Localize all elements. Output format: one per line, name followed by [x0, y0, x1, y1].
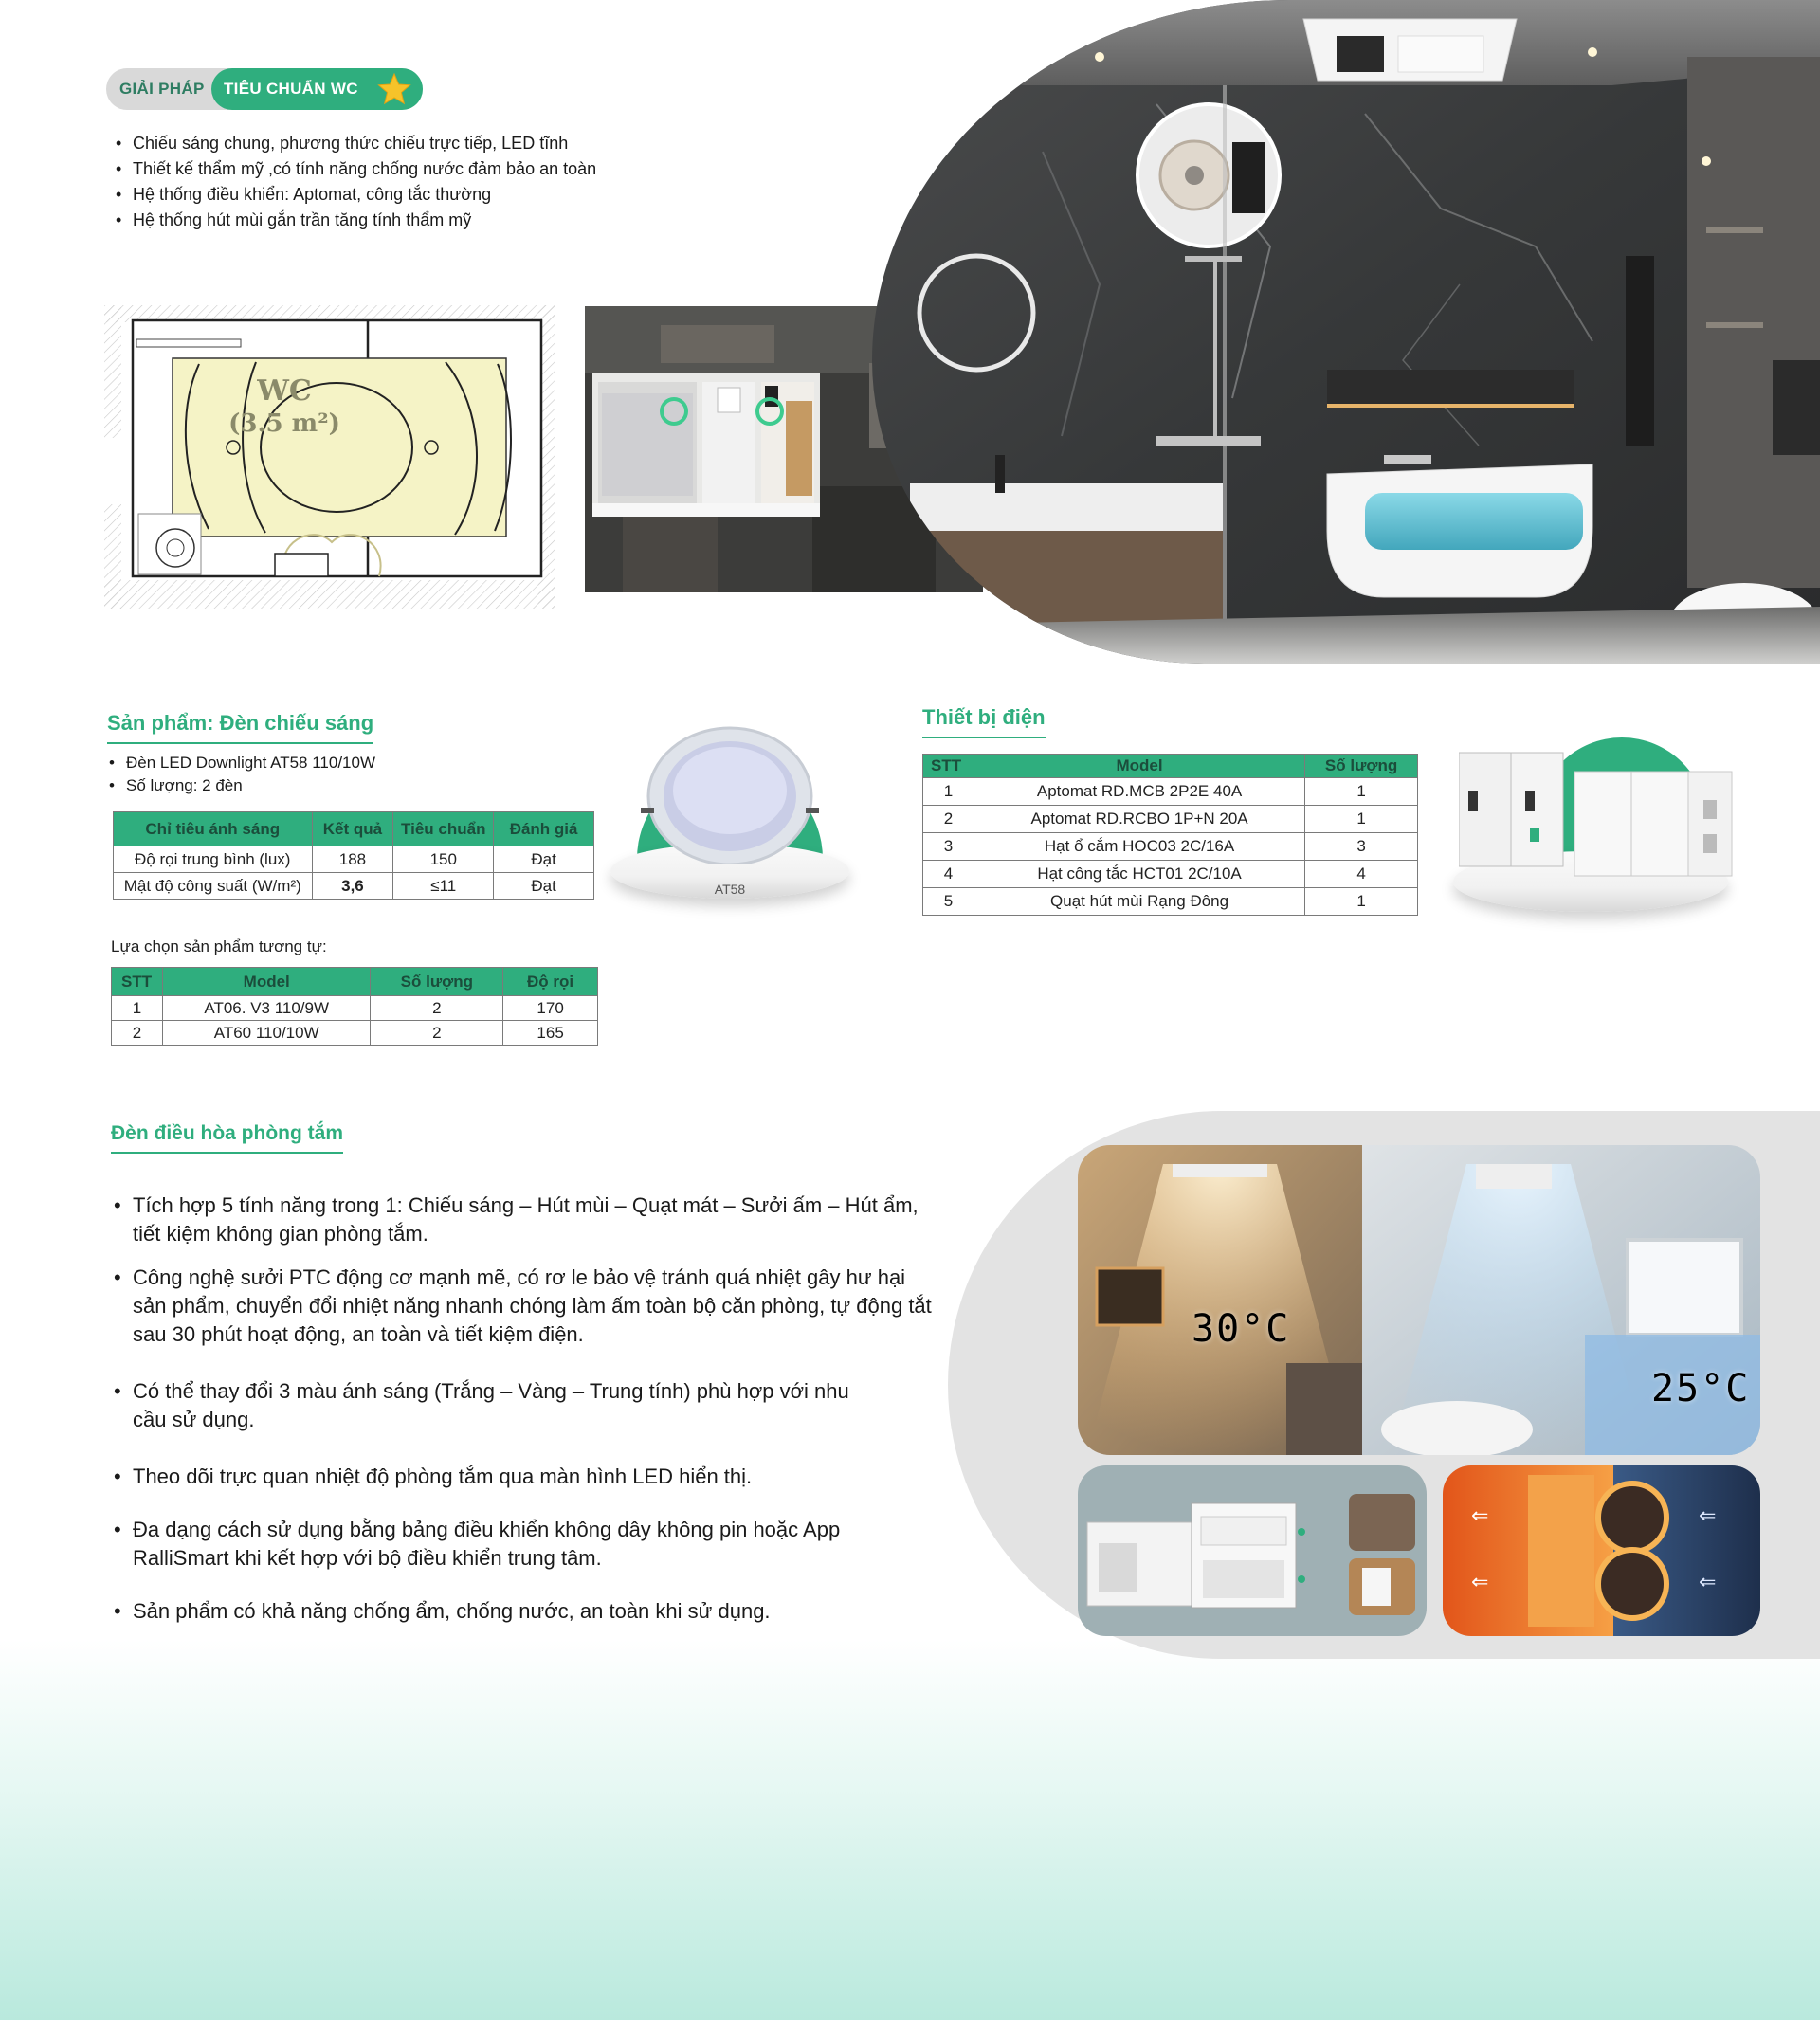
table-row — [923, 806, 1418, 833]
table-header-cell: Độ rọi — [503, 968, 598, 996]
lighting-bullet: • Đèn LED Downlight AT58 110/10W — [105, 752, 503, 774]
bath-lamp-heading: Đèn điều hòa phòng tắm — [111, 1122, 343, 1154]
table-cell: Mật độ công suất (W/m²) — [114, 873, 313, 900]
breaker-switch-icon — [1459, 743, 1734, 885]
table-cell: 1 — [1305, 778, 1418, 806]
table-cell: 188 — [312, 846, 393, 873]
table-cell: 2 — [923, 806, 974, 833]
table-row — [114, 873, 594, 900]
table-row — [114, 846, 594, 873]
table-cell: AT60 110/10W — [162, 1021, 371, 1046]
table-cell: 165 — [503, 1021, 598, 1046]
table-cell: 1 — [923, 778, 974, 806]
feature-item: • Thiết kế thẩm mỹ ,có tính năng chống nước đảm bảo an toàn — [112, 156, 643, 182]
table-row — [112, 996, 598, 1021]
table-cell: 2 — [371, 996, 503, 1021]
table-header-row — [114, 812, 594, 846]
table-cell: Quạt hút mùi Rạng Đông — [974, 888, 1304, 916]
lighting-bullet: • Số lượng: 2 đèn — [105, 774, 503, 797]
feature-item: • Chiếu sáng chung, phương thức chiếu trực tiếp, LED tĩnh — [112, 131, 643, 156]
table-cell: 150 — [393, 846, 494, 873]
lighting-spec-table — [113, 811, 594, 900]
svg-text:⇐: ⇐ — [1471, 1504, 1489, 1528]
electrical-devices-product — [1446, 736, 1736, 921]
alternatives-caption: Lựa chọn sản phẩm tương tự: — [111, 937, 327, 955]
table-header-cell: STT — [923, 755, 974, 778]
table-cell: 3 — [1305, 833, 1418, 861]
control-panel-image — [1078, 1465, 1427, 1636]
product-label: AT58 — [714, 882, 746, 897]
table-row — [112, 1021, 598, 1046]
svg-text:⇐: ⇐ — [1699, 1504, 1717, 1528]
solution-tag — [106, 68, 423, 110]
table-header-cell: Model — [162, 968, 371, 996]
table-row — [923, 888, 1418, 916]
svg-text:⇐: ⇐ — [1471, 1571, 1489, 1594]
table-cell: Đạt — [494, 846, 594, 873]
table-cell: Độ rọi trung bình (lux) — [114, 846, 313, 873]
table-cell: 4 — [1305, 861, 1418, 888]
lighting-heading: Sản phẩm: Đèn chiếu sáng — [107, 711, 373, 744]
table-row — [923, 861, 1418, 888]
table-cell: 3,6 — [312, 873, 393, 900]
table-cell: 4 — [923, 861, 974, 888]
table-header-cell: Model — [974, 755, 1304, 778]
table-header-cell: STT — [112, 968, 163, 996]
feature-item: • Hệ thống điều khiển: Aptomat, công tắc thường — [112, 182, 643, 208]
table-cell: 170 — [503, 996, 598, 1021]
bath-lamp-bullet: • Có thể thay đổi 3 màu ánh sáng (Trắng – Vàng – Trung tính) phù hợp với nhu cầu sử dụng. — [112, 1377, 870, 1434]
table-cell: 2 — [371, 1021, 503, 1046]
standard-tag — [211, 68, 423, 110]
table-header-cell: Đánh giá — [494, 812, 594, 846]
table-cell: 1 — [1305, 888, 1418, 916]
feature-item: • Hệ thống hút mùi gắn trần tăng tính thẩm mỹ — [112, 208, 643, 233]
warm-temp-display: 30°C — [1192, 1307, 1291, 1351]
bath-lamp-bullet: • Sản phẩm có khả năng chống ẩm, chống nước, an toàn khi sử dụng. — [112, 1597, 937, 1626]
table-row — [923, 833, 1418, 861]
bath-lamp-bullet: • Đa dạng cách sử dụng bằng bảng điều khiển không dây không pin hoặc App RalliSmart khi kết hợp với bộ điều khiển trung tâm. — [112, 1516, 870, 1573]
bath-lamp-bullets — [112, 1192, 937, 1641]
airflow-image — [1443, 1465, 1760, 1636]
lighting-bullets — [105, 752, 503, 797]
table-header-row — [923, 755, 1418, 778]
downlight-icon — [637, 722, 823, 864]
table-cell: 2 — [112, 1021, 163, 1046]
svg-text:⇐: ⇐ — [1699, 1571, 1717, 1594]
warm-cool-image — [1078, 1145, 1760, 1455]
solution-tag-label: GIẢI PHÁP — [119, 80, 205, 98]
table-cell: 1 — [112, 996, 163, 1021]
table-header-cell: Số lượng — [371, 968, 503, 996]
feature-list — [112, 131, 643, 233]
table-header-row — [112, 968, 598, 996]
table-cell: Aptomat RD.MCB 2P2E 40A — [974, 778, 1304, 806]
bath-lamp-bullet: • Công nghệ sưởi PTC động cơ mạnh mẽ, có rơ le bảo vệ tránh quá nhiệt gây hư hại sản phẩm, chuyển đổi nhiệt năng nhanh chóng làm ấm toàn bộ căn phòng, tự động tắt sau 30 phút hoạt động, an toàn và tiết kiệm điện. — [112, 1264, 937, 1349]
star-icon — [377, 73, 411, 105]
bathroom-hero-image — [872, 0, 1820, 664]
table-header-cell: Chỉ tiêu ánh sáng — [114, 812, 313, 846]
plan-room-area: (3.5 m²) — [228, 409, 340, 438]
table-header-cell: Tiêu chuẩn — [393, 812, 494, 846]
table-cell: 3 — [923, 833, 974, 861]
standard-tag-label: TIÊU CHUẨN WC — [224, 80, 358, 98]
at58-product — [607, 713, 853, 912]
plan-room-name: WC — [257, 374, 312, 408]
electrical-table — [922, 754, 1418, 916]
electrical-heading: Thiết bị điện — [922, 705, 1046, 738]
table-row — [923, 778, 1418, 806]
table-cell: Đạt — [494, 873, 594, 900]
table-cell: AT06. V3 110/9W — [162, 996, 371, 1021]
table-cell: 5 — [923, 888, 974, 916]
alternatives-table — [111, 967, 598, 1046]
table-cell: 1 — [1305, 806, 1418, 833]
table-header-cell: Kết quả — [312, 812, 393, 846]
table-cell: Hạt ổ cắm HOC03 2C/16A — [974, 833, 1304, 861]
cool-temp-display: 25°C — [1651, 1367, 1751, 1410]
table-cell: Hạt công tắc HCT01 2C/10A — [974, 861, 1304, 888]
floor-plan — [104, 305, 555, 609]
table-cell: Aptomat RD.RCBO 1P+N 20A — [974, 806, 1304, 833]
bath-lamp-bullet: • Theo dõi trực quan nhiệt độ phòng tắm qua màn hình LED hiển thị. — [112, 1463, 937, 1491]
table-cell: ≤11 — [393, 873, 494, 900]
bath-lamp-bullet: • Tích hợp 5 tính năng trong 1: Chiếu sáng – Hút mùi – Quạt mát – Sưởi ấm – Hút ẩm, tiết kiệm không gian phòng tắm. — [112, 1192, 937, 1248]
table-header-cell: Số lượng — [1305, 755, 1418, 778]
